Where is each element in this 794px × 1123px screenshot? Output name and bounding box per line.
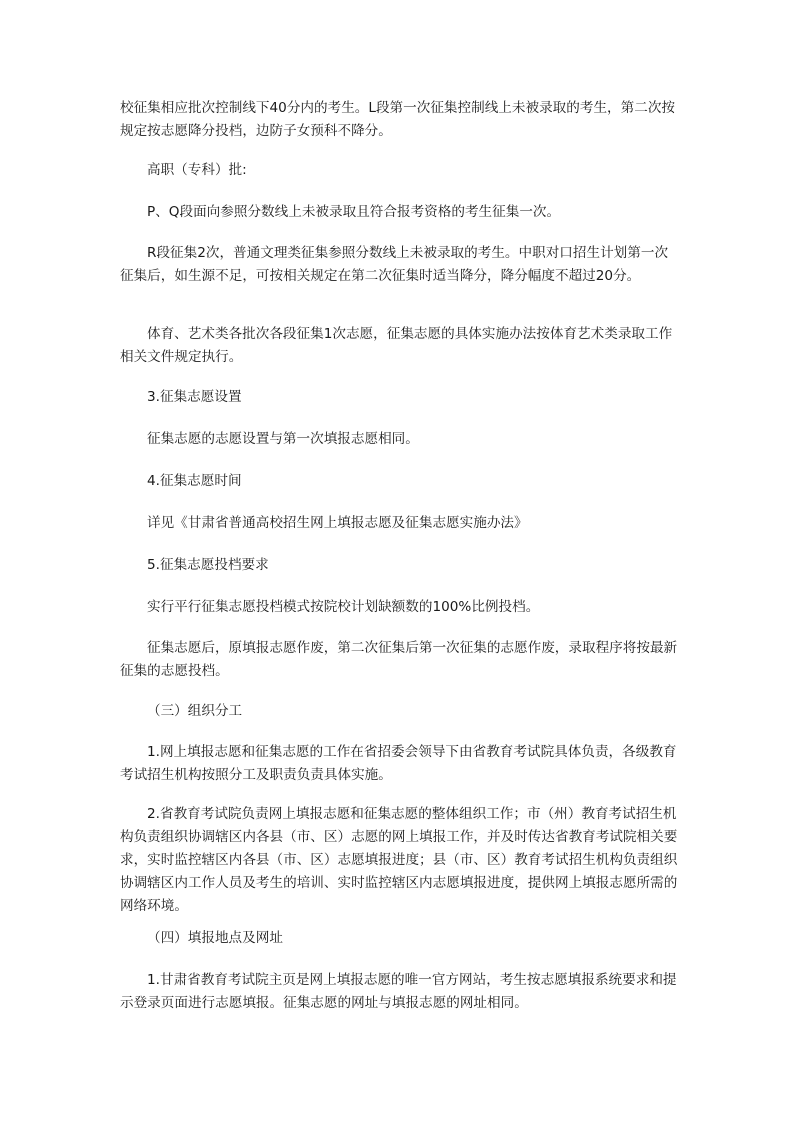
heading-division-of-work: （三）组织分工: [147, 703, 243, 719]
heading-volunteer-time: 4.征集志愿时间: [147, 473, 242, 489]
paragraph-parallel-submission: 实行平行征集志愿投档模式按院校计划缺额数的100%比例投档。: [147, 599, 540, 615]
paragraph-division-1: 1.网上填报志愿和征集志愿的工作在省招委会领导下由省教育考试院具体负责，各级教育考试招生机构按照分工及职责负责具体实施。: [120, 744, 677, 783]
heading-location-url: （四）填报地点及网址: [147, 930, 283, 946]
paragraph-void-previous: 征集志愿后，原填报志愿作废，第二次征集后第一次征集的志愿作废，录取程序将按最新征集的志愿投档。: [120, 640, 678, 679]
paragraph-official-website: 1.甘肃省教育考试院主页是网上填报志愿的唯一官方网站，考生按志愿填报系统要求和提示登录页面进行志愿填报。征集志愿的网址与填报志愿的网址相同。: [120, 972, 677, 1011]
heading-submission-requirements: 5.征集志愿投档要求: [147, 557, 269, 573]
paragraph-pq-segment: P、Q段面向参照分数线上未被录取且符合报考资格的考生征集一次。: [147, 204, 561, 220]
paragraph-volunteer-setting: 征集志愿的志愿设置与第一次填报志愿相同。: [147, 431, 419, 447]
paragraph-sports-arts: 体育、艺术类各批次各段征集1次志愿，征集志愿的具体实施办法按体育艺术类录取工作相关文件规定执行。: [120, 326, 673, 365]
paragraph-division-2: 2.省教育考试院负责网上填报志愿和征集志愿的整体组织工作；市（州）教育考试招生机构负责组织协调辖区内各县（市、区）志愿的网上填报工作，并及时传达省教育考试院相关要求，实时监控辖区内各县（市、区）志愿填报进度；县（市、区）教育考试招生机构负责组织协调辖区内工作人员及考生的培训、实时监控辖区内志愿填报进度，提供网上填报志愿所需的网络环境。: [120, 806, 678, 914]
heading-vocational-batch: 高职（专科）批:: [147, 162, 247, 178]
paragraph-r-segment: R段征集2次，普通文理类征集参照分数线上未被录取的考生。中职对口招生计划第一次征集后，如生源不足，可按相关规定在第二次征集时适当降分，降分幅度不超过20分。: [120, 245, 669, 284]
paragraph-volunteer-time: 详见《甘肃省普通高校招生网上填报志愿及征集志愿实施办法》: [147, 515, 528, 531]
paragraph-control-line: 校征集相应批次控制线下40分内的考生。L段第一次征集控制线上未被录取的考生，第二次按规定按志愿降分投档，边防子女预科不降分。: [120, 100, 676, 139]
heading-volunteer-setting: 3.征集志愿设置: [147, 389, 242, 405]
